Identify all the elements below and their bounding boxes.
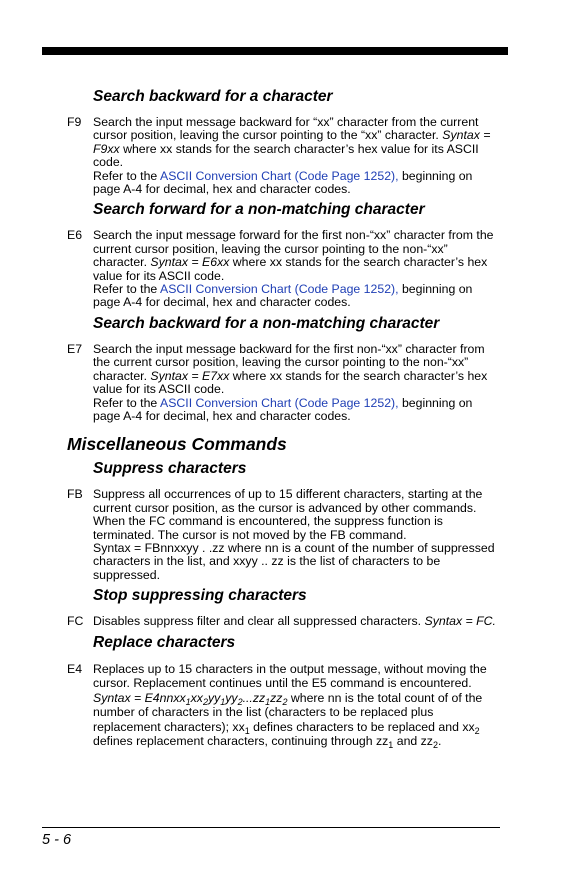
desc-text: where nn is the total count of of the number of characters in the list (characters to be replaced plus replacement characters); xx — [93, 690, 483, 734]
desc-text: Search the input message forward for the first non-“xx” character from the current cursor position, leaving the cursor pointing to the non-“xx” character. — [93, 228, 494, 270]
section-heading: Suppress characters — [93, 460, 247, 478]
page-number: 5 - 6 — [42, 832, 72, 848]
command-code: FB — [67, 487, 83, 502]
ascii-chart-link[interactable]: ASCII Conversion Chart (Code Page 1252), — [160, 168, 399, 183]
desc-text: Refer to the — [93, 282, 160, 297]
page-content — [67, 87, 507, 749]
desc-text: beginning on page A-4 for decimal, hex and character codes. — [93, 282, 473, 310]
desc-text: Refer to the — [93, 395, 160, 410]
section-heading: Search backward for a character — [93, 88, 333, 105]
top-rule — [42, 47, 508, 55]
command-entry — [67, 615, 507, 628]
desc-text: Replaces up to 15 characters in the output message, without moving the cursor. Replacement continues until the E5 command is encountered. — [93, 661, 487, 691]
misc-commands-heading: Miscellaneous Commands — [67, 434, 287, 455]
desc-text: Disables suppress filter and clear all suppressed characters. — [93, 614, 425, 629]
desc-text: and zz — [393, 734, 433, 749]
ascii-chart-link[interactable]: ASCII Conversion Chart (Code Page 1252), — [160, 282, 399, 297]
command-entry — [67, 116, 507, 196]
section-heading: Search backward for a non-matching character — [93, 314, 440, 332]
desc-text: Refer to the — [93, 168, 160, 183]
section-heading: Stop suppressing characters — [93, 587, 307, 605]
command-code: F9 — [67, 115, 82, 129]
command-code: FC — [67, 614, 84, 629]
desc-text: Suppress all occurrences of up to 15 different characters, starting at the current cursor position, as the cursor is advanced by other commands. When the FC command is encountered, the suppress function is terminated. The cursor is not moved by the FB command. — [93, 487, 483, 542]
syntax-text: Syntax = FC. — [424, 614, 496, 629]
desc-text: defines replacement characters, continuing through zz — [93, 734, 389, 749]
desc-text: . — [437, 734, 442, 749]
command-description: Replaces up to 15 characters in the output message, without moving the cursor. Replacement continues until the E5 command is encountered. Syntax = $E4nnxx_1xx_2yy_1yy_2...zz_1zz_2$ where nn is the total count of of the number of characters in the list (characters to be replaced plus replacement characters); $xx_1$ defines characters to be replaced and $xx_2$ defines replacement characters, continuing through $zz_1$ and $zz_2$. — [93, 661, 487, 751]
command-code: E4 — [67, 661, 83, 676]
desc-text: where xx stands for the search character’s hex value for its ASCII code. — [93, 255, 488, 283]
desc-text: beginning on page A-4 for decimal, hex and character codes. — [93, 395, 473, 423]
desc-text: where xx stands for the search character’s hex value for its ASCII code. — [93, 368, 488, 397]
desc-text: beginning on page A-4 for decimal, hex and character codes. — [93, 168, 473, 197]
desc-text: where xx stands for the search character’s hex value for its ASCII code. — [93, 141, 479, 170]
command-code: E7 — [67, 341, 83, 356]
command-code: E6 — [67, 228, 83, 243]
command-description — [93, 488, 501, 582]
desc-text: Search the input message backward for the first non-“xx” character from the current cursor position, leaving the cursor pointing to the non-“xx” character. — [93, 341, 485, 383]
section-heading: Replace characters — [93, 633, 236, 651]
command-entry — [67, 343, 507, 423]
command-description — [93, 615, 501, 628]
desc-text: Search the input message backward for “xx” character from the current cursor position, leaving the cursor pointing to the “xx” character. — [93, 115, 479, 143]
command-entry — [67, 662, 507, 749]
syntax-text: Syntax = FBnnxxyy . .zz where nn is a count of the number of suppressed characters in the list, and xxyy .. zz is the list of characters to be suppressed. — [93, 540, 495, 582]
syntax-text: Syntax = E6xx — [150, 255, 230, 270]
syntax-text: Syntax = E7xx — [150, 368, 230, 383]
command-entry — [67, 488, 507, 582]
syntax-text: Syntax = F9xx — [93, 128, 491, 156]
section-heading: Search forward for a non-matching character — [93, 201, 425, 219]
command-entry — [67, 229, 507, 309]
bottom-rule — [42, 827, 500, 828]
syntax-text: Syntax = $E4nnxx_1xx_2yy_1yy_2...zz_1zz_2$ — [93, 690, 288, 707]
command-description — [93, 116, 501, 196]
command-description — [93, 343, 501, 423]
ascii-chart-link[interactable]: ASCII Conversion Chart (Code Page 1252), — [160, 395, 399, 410]
command-description — [93, 229, 501, 309]
desc-text: defines characters to be replaced and xx — [249, 719, 475, 734]
